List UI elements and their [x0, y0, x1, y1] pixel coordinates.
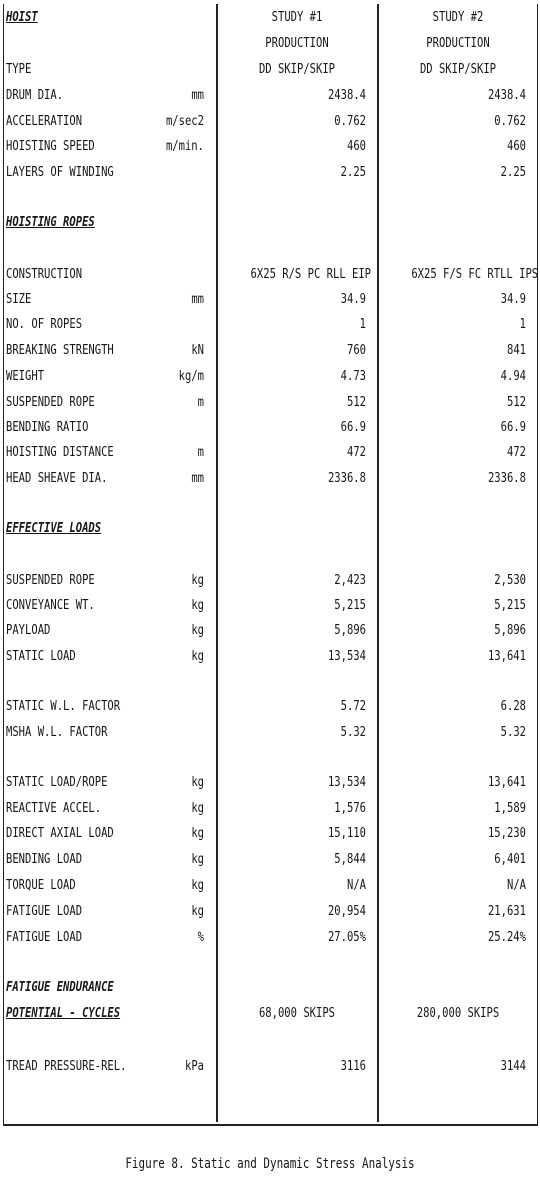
study2-value: 2336.8: [487, 470, 526, 486]
row-unit: kN: [191, 342, 204, 358]
study1-value: 472: [346, 444, 366, 460]
study2-value: 6X25 F/S FC RTLL IPS: [411, 266, 539, 282]
study1-value: 4.73: [340, 368, 366, 384]
row-label: BREAKING STRENGTH: [6, 342, 114, 358]
study2-subtitle: PRODUCTION: [426, 35, 490, 51]
row-label: FATIGUE LOAD: [6, 903, 83, 919]
row-label: DRUM DIA.: [6, 87, 64, 103]
study2-value: 2.25: [500, 164, 526, 180]
study1-value: 1,576: [334, 800, 366, 816]
study2-value: 2438.4: [487, 87, 526, 103]
study1-value: 3116: [340, 1058, 366, 1074]
study2-value: 5,215: [494, 597, 526, 613]
study2-value: 13,641: [487, 648, 526, 664]
study1-value: 20,954: [327, 903, 366, 919]
study2-value: N/A: [506, 877, 526, 893]
study1-value: 2438.4: [327, 87, 366, 103]
study2-value: 512: [506, 394, 526, 410]
row-unit: kg: [191, 800, 204, 816]
row-label: WEIGHT: [6, 368, 45, 384]
study2-value: 25.24%: [487, 929, 526, 945]
row-label: ACCELERATION: [6, 113, 83, 129]
study1-value: 66.9: [340, 419, 366, 435]
study2-value: 13,641: [487, 774, 526, 790]
row-unit: kg: [191, 851, 204, 867]
study1-value: 2.25: [340, 164, 366, 180]
study2-value: 3144: [500, 1058, 526, 1074]
study1-value: 2336.8: [327, 470, 366, 486]
study2-value: 841: [506, 342, 526, 358]
study2-value: 460: [506, 138, 526, 154]
study1-value: 1: [359, 316, 366, 332]
section-heading: HOISTING ROPES: [6, 214, 95, 230]
row-label: LAYERS OF WINDING: [6, 164, 114, 180]
study2-title: STUDY #2: [432, 9, 484, 25]
study1-value: 5,896: [334, 622, 366, 638]
study2-value: 6,401: [494, 851, 526, 867]
column-divider-2: [377, 4, 379, 1122]
study1-value: 5.72: [340, 698, 366, 714]
study2-value: 21,631: [487, 903, 526, 919]
study1-value: 13,534: [327, 648, 366, 664]
row-label: STATIC W.L. FACTOR: [6, 698, 121, 714]
column-divider-1: [216, 4, 218, 1122]
row-unit: kg: [191, 877, 204, 893]
study1-value: 68,000 SKIPS: [258, 1005, 336, 1021]
study2-value: 2,530: [494, 572, 526, 588]
study2-value: 472: [506, 444, 526, 460]
row-label: DIRECT AXIAL LOAD: [6, 825, 114, 841]
section-heading: FATIGUE ENDURANCE: [6, 979, 114, 995]
study1-subtitle: PRODUCTION: [265, 35, 329, 51]
section-heading: EFFECTIVE LOADS: [6, 520, 102, 536]
row-unit: mm: [191, 87, 204, 103]
row-unit: kg: [191, 903, 204, 919]
row-label: MSHA W.L. FACTOR: [6, 724, 108, 740]
study1-value: 760: [346, 342, 366, 358]
row-label: SUSPENDED ROPE: [6, 394, 95, 410]
study1-type: DD SKIP/SKIP: [258, 61, 336, 77]
row-unit: kg/m: [178, 368, 204, 384]
row-label: STATIC LOAD: [6, 648, 76, 664]
study2-type: DD SKIP/SKIP: [419, 61, 497, 77]
figure-caption: Figure 8. Static and Dynamic Stress Analysis: [125, 1156, 415, 1172]
row-unit: m/min.: [165, 138, 204, 154]
row-label: CONSTRUCTION: [6, 266, 83, 282]
study1-value: N/A: [346, 877, 366, 893]
row-label: CONVEYANCE WT.: [6, 597, 95, 613]
row-unit: %: [197, 929, 204, 945]
row-label: HEAD SHEAVE DIA.: [6, 470, 108, 486]
study2-value: 1,589: [494, 800, 526, 816]
study2-value: 1: [519, 316, 526, 332]
row-unit: kg: [191, 825, 204, 841]
row-unit: kg: [191, 572, 204, 588]
row-label: SUSPENDED ROPE: [6, 572, 95, 588]
row-unit: m: [197, 394, 204, 410]
study2-value: 4.94: [500, 368, 526, 384]
row-label: TORQUE LOAD: [6, 877, 76, 893]
row-label: SIZE: [6, 291, 32, 307]
study1-value: 27.05%: [327, 929, 366, 945]
study2-value: 15,230: [487, 825, 526, 841]
section-heading: POTENTIAL - CYCLES: [6, 1005, 121, 1021]
study1-value: 34.9: [340, 291, 366, 307]
row-label: HOISTING DISTANCE: [6, 444, 114, 460]
study1-value: 5.32: [340, 724, 366, 740]
row-label: REACTIVE ACCEL.: [6, 800, 102, 816]
row-unit: m/sec2: [165, 113, 204, 129]
study1-value: 13,534: [327, 774, 366, 790]
study2-value: 66.9: [500, 419, 526, 435]
row-unit: mm: [191, 291, 204, 307]
row-label: TREAD PRESSURE-REL.: [6, 1058, 127, 1074]
study1-value: 6X25 R/S PC RLL EIP: [250, 266, 372, 282]
row-unit: mm: [191, 470, 204, 486]
row-unit: m: [197, 444, 204, 460]
row-label: TYPE: [6, 61, 32, 77]
section-heading: HOIST: [6, 9, 38, 25]
study2-value: 0.762: [494, 113, 526, 129]
row-unit: kPa: [184, 1058, 204, 1074]
row-label: HOISTING SPEED: [6, 138, 95, 154]
row-label: NO. OF ROPES: [6, 316, 83, 332]
row-label: STATIC LOAD/ROPE: [6, 774, 108, 790]
study2-value: 6.28: [500, 698, 526, 714]
row-label: FATIGUE LOAD: [6, 929, 83, 945]
study1-title: STUDY #1: [271, 9, 323, 25]
study1-value: 512: [346, 394, 366, 410]
row-unit: kg: [191, 622, 204, 638]
row-label: PAYLOAD: [6, 622, 51, 638]
study2-value: 5,896: [494, 622, 526, 638]
study2-value: 34.9: [500, 291, 526, 307]
study2-value: 280,000 SKIPS: [416, 1005, 500, 1021]
study1-value: 460: [346, 138, 366, 154]
study1-value: 15,110: [327, 825, 366, 841]
study1-value: 0.762: [334, 113, 366, 129]
row-unit: kg: [191, 648, 204, 664]
row-unit: kg: [191, 597, 204, 613]
study1-value: 5,844: [334, 851, 366, 867]
row-unit: kg: [191, 774, 204, 790]
study1-value: 2,423: [334, 572, 366, 588]
study2-value: 5.32: [500, 724, 526, 740]
row-label: BENDING LOAD: [6, 851, 83, 867]
row-label: BENDING RATIO: [6, 419, 89, 435]
study1-value: 5,215: [334, 597, 366, 613]
